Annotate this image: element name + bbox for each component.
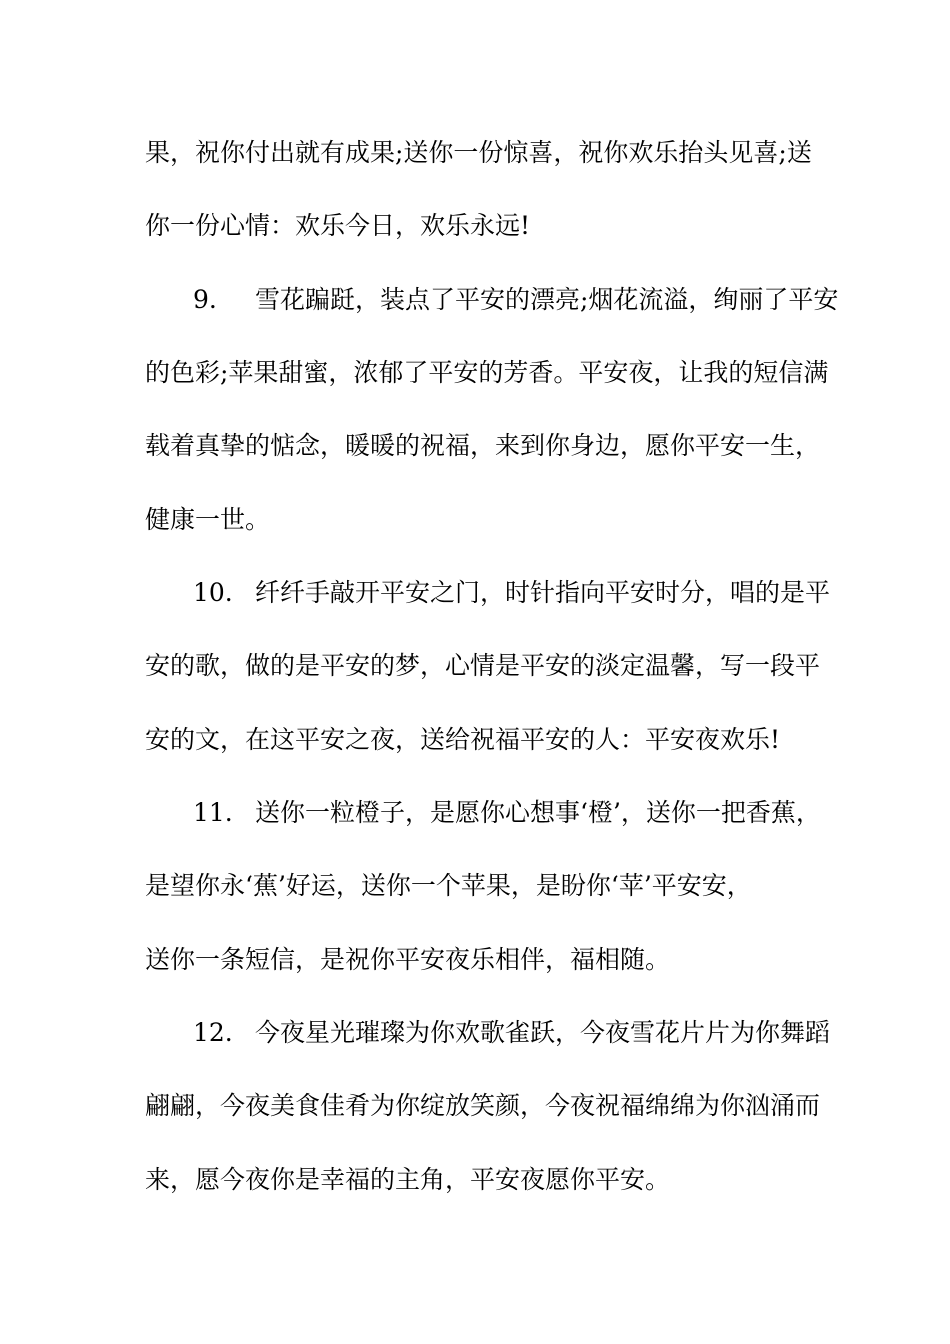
paragraph-line: 载着真挚的惦念，暖暖的祝福，来到你身边，愿你平安一生， <box>145 431 821 460</box>
paragraph-line: 安的歌，做的是平安的梦，心情是平安的淡定温馨，写一段平 <box>145 651 821 680</box>
paragraph-line: 送你一条短信，是祝你平安夜乐相伴，福相随。 <box>145 945 671 974</box>
item-number: 12. <box>193 1018 233 1047</box>
paragraph-line: 来，愿今夜你是幸福的主角，平安夜愿你平安。 <box>145 1165 671 1194</box>
paragraph-line: 是望你永‘蕉’好运，送你一个苹果，是盼你‘苹’平安安， <box>145 871 752 900</box>
paragraph-line: 雪花蹁跹，装点了平安的漂亮;烟花流溢，绚丽了平安 <box>255 285 839 314</box>
paragraph-line: 安的文，在这平安之夜，送给祝福平安的人：平安夜欢乐! <box>145 725 781 754</box>
paragraph-line: 果，祝你付出就有成果;送你一份惊喜，祝你欢乐抬头见喜;送 <box>145 138 812 167</box>
paragraph-line: 的色彩;苹果甜蜜，浓郁了平安的芳香。平安夜，让我的短信满 <box>145 358 829 387</box>
item-number: 10. <box>193 578 233 607</box>
item-number: 9. <box>193 285 217 314</box>
paragraph-line: 纤纤手敲开平安之门，时针指向平安时分，唱的是平 <box>255 578 831 607</box>
paragraph-line: 健康一世。 <box>145 505 271 534</box>
item-number: 11. <box>193 798 233 827</box>
paragraph-line: 送你一粒橙子，是愿你心想事‘橙’，送你一把香蕉， <box>255 798 821 827</box>
item-12-first-line <box>193 1017 873 1049</box>
item-9-first-line <box>193 284 873 316</box>
paragraph-line: 翩翩，今夜美食佳肴为你绽放笑颜，今夜祝福绵绵为你汹涌而 <box>145 1091 821 1120</box>
item-10-first-line <box>193 577 873 609</box>
item-11-first-line <box>193 797 873 829</box>
paragraph-line: 今夜星光璀璨为你欢歌雀跃，今夜雪花片片为你舞蹈 <box>255 1018 831 1047</box>
paragraph-line: 你一份心情：欢乐今日，欢乐永远! <box>145 211 531 240</box>
